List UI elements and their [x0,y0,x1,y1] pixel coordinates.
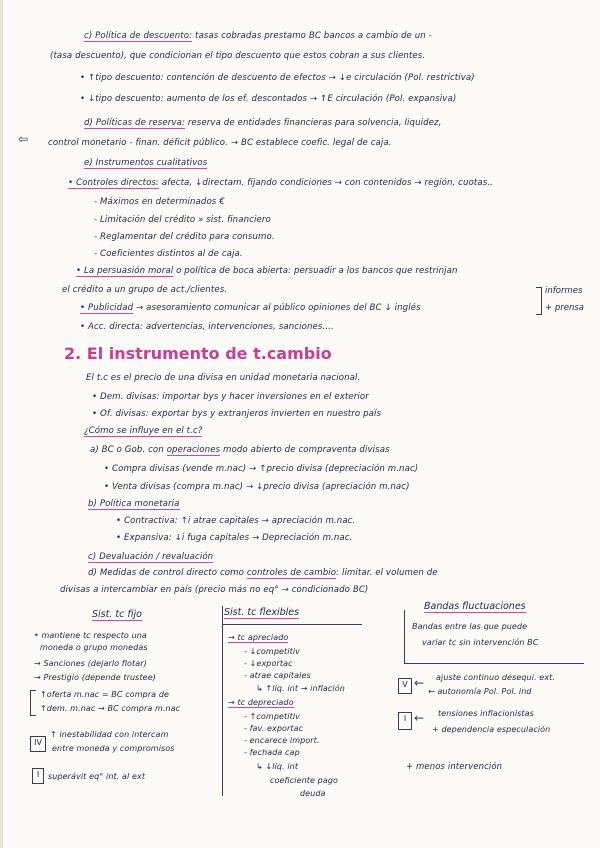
heading-question: ¿Cómo se influye en el t.c? [84,426,203,436]
text-line: el crédito a un grupo de act./clientes. [62,285,228,295]
text-operaciones: modo abierto de compraventa divisas [220,445,390,455]
text-line: (tasa descuento), que condicionan el tipo descuento que estos cobran a sus clientes. [50,51,426,61]
arrow-left-icon: ← [414,711,425,725]
text-line: • ↓tipo descuento: aumento de los ef. descontados → ↑E circulación (Pol. expansiva) [80,94,457,104]
table-divider-h [222,624,362,625]
text-line: • Contractiva: ↑i atrae capitales → apreciación m.nac. [116,516,356,526]
text-controles: afecta, ↓directam. fijando condiciones → con contenidos → región, cuotas.. [159,178,493,188]
text-medidas-rest: : limitar. el volumen de [336,568,438,578]
flex-line: - ↓competitiv [244,647,300,656]
flex-apreciado: → tc apreciado [228,633,289,642]
flex-line: - ↓exportac [244,659,293,668]
margin-arrow-icon: ⇦ [18,132,29,146]
heading-devaluacion: c) Devaluación / revaluación [88,552,214,562]
text-line: • Dem. divisas: importar bys y hacer inversiones en el exterior [92,392,369,402]
heading-reserva: d) Políticas de reserva: [84,118,185,128]
line-operaciones [90,444,390,456]
fijo-line: • mantiene tc respecto una [34,631,147,640]
line-descuento [84,30,432,42]
publicidad-bracket [536,287,542,315]
heading-controles-cambio: controles de cambio [246,568,337,578]
heading-cualitativos: e) Instrumentos cualitativos [84,158,208,168]
note-line: ← autonomía Pol. Pol. ind [428,687,532,696]
note-line: tensiones inflacionistas [438,709,534,718]
roman-marker: IV [30,736,46,752]
fijo-line: ↑ inestabilidad con intercam [50,730,169,739]
line-medidas [88,567,438,579]
heading-fijo: Sist. tc fijo [92,609,142,620]
flex-line: coeficiente pago [270,776,339,785]
text-reserva: reserva de entidades financieras para solvencia, liquidez, [184,118,442,128]
text-line: - Limitación del crédito » sist. financiero [94,215,271,225]
text-medidas: d) Medidas de control directo como [88,568,244,578]
flex-line: ↳ ↓liq. int [256,762,299,771]
line-devaluacion [88,551,213,563]
fijo-line: → Prestigio (depende trustee) [34,673,156,682]
flex-line: - ↑competitiv [244,712,300,721]
text-line: - Máximos en determinados € [94,197,225,207]
flex-depreciado: → tc depreciado [228,698,294,707]
flex-line: - fav. exportac [244,724,304,733]
text-line: • Compra divisas (vende m.nac) → ↑precio divisa (depreciación m.nac) [104,464,419,474]
section-title: 2. El instrumento de t.cambio [64,344,332,363]
note-line: + menos intervención [406,762,503,772]
flex-line: - atrae capitales [244,671,311,680]
fijo-bracket [30,690,36,716]
roman-marker: I [398,712,412,730]
line-controles [68,177,493,189]
text-descuento: tasas cobradas prestamo BC bancos a cambio de un - [192,31,432,41]
heading-controles: • Controles directos: [68,178,160,188]
fijo-line: superávit eq° int. al ext [48,772,146,781]
line-reserva [84,117,442,129]
text-persuasion: o política de boca abierta: persuadir a los bancos que restrinjan [173,266,458,276]
heading-flexibles: Sist. tc flexibles [224,607,300,618]
flex-line: ↳ ↑liq. int → inflación [256,684,345,693]
note-line: ajuste continuo desequi. ext. [436,673,556,682]
line-publicidad [80,302,421,314]
text-line: divisas a intercambiar en país (precio más no eq° → condicionado BC) [60,585,369,595]
side-note: informes [545,286,583,296]
heading-persuasion: • La persuasión moral [76,266,174,276]
bandas-line: Bandas entre las que puede [412,622,528,631]
text-line: • Expansiva: ↓i fuga capitales → Depreciación m.nac. [116,533,353,543]
bandas-line: variar tc sin intervención BC [422,638,539,647]
bandas-border-left [404,610,405,664]
text-line: - Coeficientes distintos al de caja. [94,249,243,259]
line-politica [88,498,180,510]
bandas-border-bottom [404,663,584,664]
heading-bandas: Bandas fluctuaciones [424,601,526,612]
text-publicidad: → asesoramiento comunicar al público opiniones del BC ↓ inglés [133,303,421,313]
line-cualitativos [84,157,207,169]
heading-publicidad: • Publicidad [80,303,134,313]
line-persuasion [76,265,458,277]
side-note: + prensa [545,303,584,313]
text-line: • Acc. directa: advertencias, intervenciones, sanciones.... [80,322,334,332]
flex-line: deuda [300,789,326,798]
roman-marker: V [398,678,412,694]
page-edge [0,0,3,848]
text-line: • Of. divisas: exportar bys y extranjeros invierten en nuestro país [92,409,382,419]
arrow-left-icon: ← [414,676,425,690]
text-line: control monetario - finan. déficit público. → BC establece coefic. legal de caja. [48,138,392,148]
flex-line: - fechada cap [244,748,300,757]
fijo-line: ↑dem. m.nac → BC compra m.nac [40,704,181,713]
flex-line [228,632,288,644]
fijo-line: moneda o grupo monedas [40,643,148,652]
text-line: - Reglamentar del crédito para consumo. [94,232,275,242]
heading-politica-monetaria: b) Política monetaria [88,499,180,509]
text-bc: a) BC o Gob. con [90,445,164,455]
flex-line: - encarece import. [244,736,320,745]
fijo-line: ↑oferta m.nac = BC compra de [40,690,170,699]
note-line: + dependencia especulación [432,725,551,734]
text-line: • ↑tipo descuento: contención de descuento de efectos → ↓e circulación (Pol. restrictiva) [80,73,475,83]
question-line [84,425,202,437]
fijo-line: → Sanciones (dejarlo flotar) [34,659,147,668]
table-divider-v [222,606,223,796]
roman-marker: I [32,768,44,784]
fijo-line: entre moneda y compromisos [52,744,175,753]
text-line: El t.c es el precio de una divisa en unidad monetaria nacional. [86,373,361,383]
heading-operaciones: operaciones [166,445,221,455]
heading-descuento: c) Política de descuento: [84,31,193,41]
flex-line [228,697,294,709]
text-line: • Venta divisas (compra m.nac) → ↓precio divisa (apreciación m.nac) [104,482,410,492]
